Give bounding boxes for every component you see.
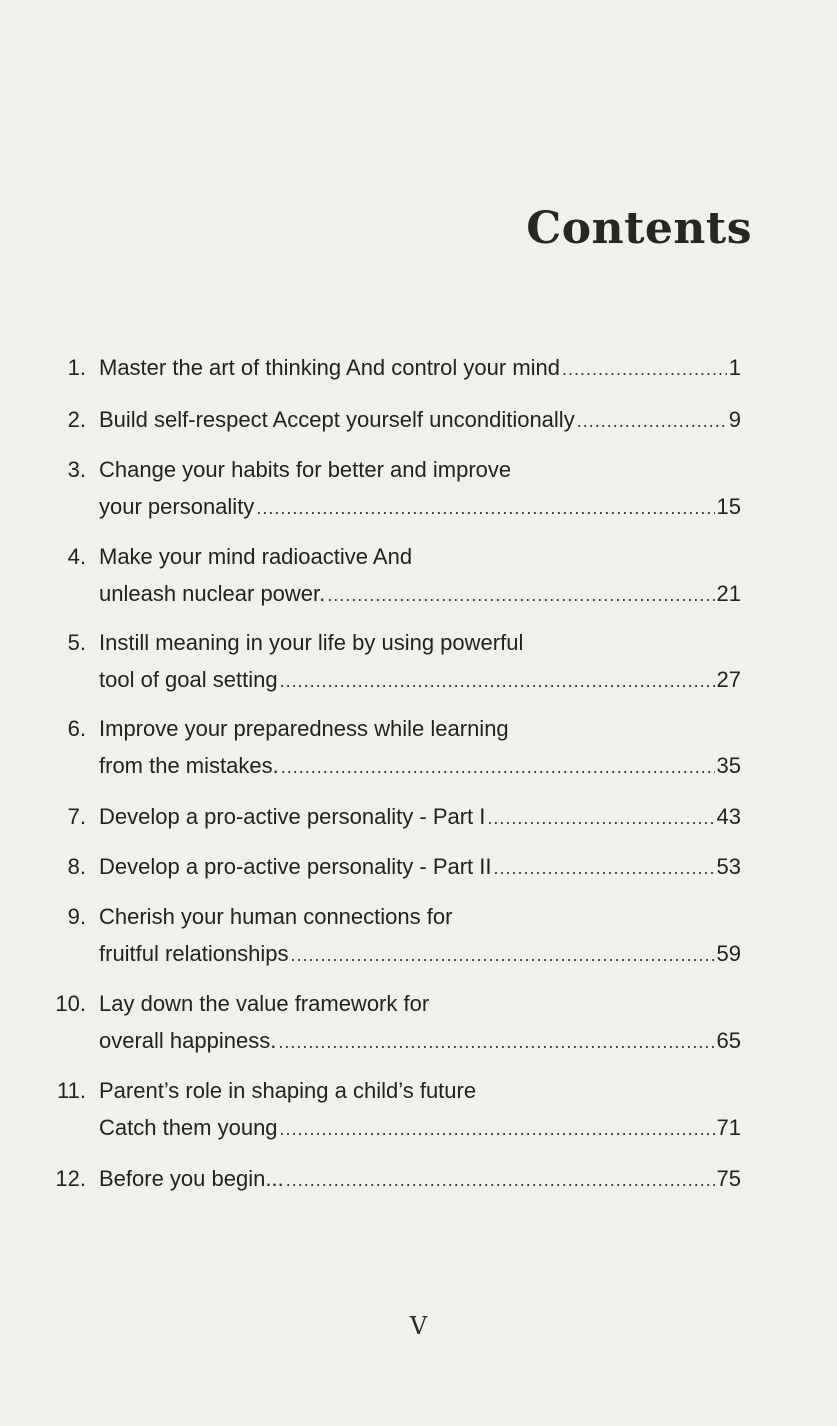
toc-entry-title: overall happiness.	[99, 1028, 277, 1053]
toc-entry-number: 9.	[67, 904, 86, 929]
toc-entry-title: Catch them young	[99, 1115, 278, 1140]
toc-entry-number: 6.	[67, 716, 86, 741]
toc-entry-number: 3.	[67, 457, 86, 482]
dot-leader	[256, 490, 714, 526]
toc-entry-title: Lay down the value framework for	[99, 991, 430, 1016]
page-title: Contents	[526, 203, 752, 254]
dot-leader	[278, 1024, 714, 1060]
toc-entry-line	[99, 799, 741, 836]
toc-entry-title: Improve your preparedness while learning	[99, 716, 509, 741]
toc-entry-title: tool of goal setting	[99, 667, 278, 692]
toc-entry-title: fruitful relationships	[99, 941, 289, 966]
toc-entry-page: 1	[728, 355, 741, 380]
page-number: V	[409, 1312, 428, 1340]
toc-entry-line	[99, 936, 741, 973]
toc-entry-page: 21	[716, 581, 741, 606]
toc-entry-line	[99, 748, 741, 785]
toc-entry-title: Before you begin...	[99, 1166, 284, 1191]
dot-leader	[280, 663, 715, 699]
dot-leader	[281, 749, 715, 785]
dot-leader	[562, 351, 727, 387]
toc-entry-title: Master the art of thinking And control your mind	[99, 355, 561, 380]
dot-leader	[494, 850, 715, 886]
toc-entry-number: 7.	[67, 804, 86, 829]
toc-entry-line	[99, 350, 741, 387]
toc-entry-page: 15	[716, 494, 741, 519]
dot-leader	[280, 1111, 715, 1147]
dot-leader	[291, 937, 715, 973]
toc-entry-line	[99, 402, 741, 439]
toc-entry-title: Build self-respect Accept yourself unconditionally	[99, 407, 575, 432]
toc-entry-title: Change your habits for better and improve	[99, 457, 512, 482]
toc-entry-page: 27	[716, 667, 741, 692]
toc-entry-line	[99, 1023, 741, 1060]
toc-entry-line	[99, 576, 741, 613]
toc-entry-page: 9	[728, 407, 741, 432]
toc-entry-line	[99, 662, 741, 699]
dot-leader	[577, 403, 727, 439]
toc-entry-number: 11.	[57, 1078, 86, 1103]
toc-entry-title: Instill meaning in your life by using powerful	[99, 630, 524, 655]
toc-entry-title: Make your mind radioactive And	[99, 544, 413, 569]
dot-leader	[487, 800, 714, 836]
toc-entry-line	[99, 1110, 741, 1147]
toc-entry-page: 59	[716, 941, 741, 966]
toc-entry-line	[99, 849, 741, 886]
toc-entry-page: 65	[716, 1028, 741, 1053]
toc-entry-title: from the mistakes.	[99, 753, 279, 778]
toc-entry-page: 75	[716, 1166, 741, 1191]
dot-leader	[327, 577, 714, 613]
toc-entry-number: 5.	[67, 630, 86, 655]
toc-entry-title: Parent’s role in shaping a child’s future	[99, 1078, 477, 1103]
toc-entry-page: 35	[716, 753, 741, 778]
toc-entry-line	[99, 1161, 741, 1198]
toc-entry-number: 10.	[55, 991, 86, 1016]
toc-entry-number: 8.	[67, 854, 86, 879]
toc-entry-title: unleash nuclear power.	[99, 581, 326, 606]
toc-entry-number: 4.	[67, 544, 86, 569]
toc-entry-title: Develop a pro-active personality - Part II	[99, 854, 492, 879]
toc-entry-number: 1.	[67, 355, 86, 380]
toc-entry-title: your personality	[99, 494, 255, 519]
toc-entry-page: 53	[716, 854, 741, 879]
toc-entry-page: 71	[716, 1115, 741, 1140]
toc-entry-title: Develop a pro-active personality - Part I	[99, 804, 486, 829]
toc-entry-number: 2.	[67, 407, 86, 432]
toc-entry-line	[99, 489, 741, 526]
toc-entry-title: Cherish your human connections for	[99, 904, 453, 929]
toc-entry-number: 12.	[55, 1166, 86, 1191]
dot-leader	[286, 1162, 715, 1198]
toc-entry-page: 43	[716, 804, 741, 829]
